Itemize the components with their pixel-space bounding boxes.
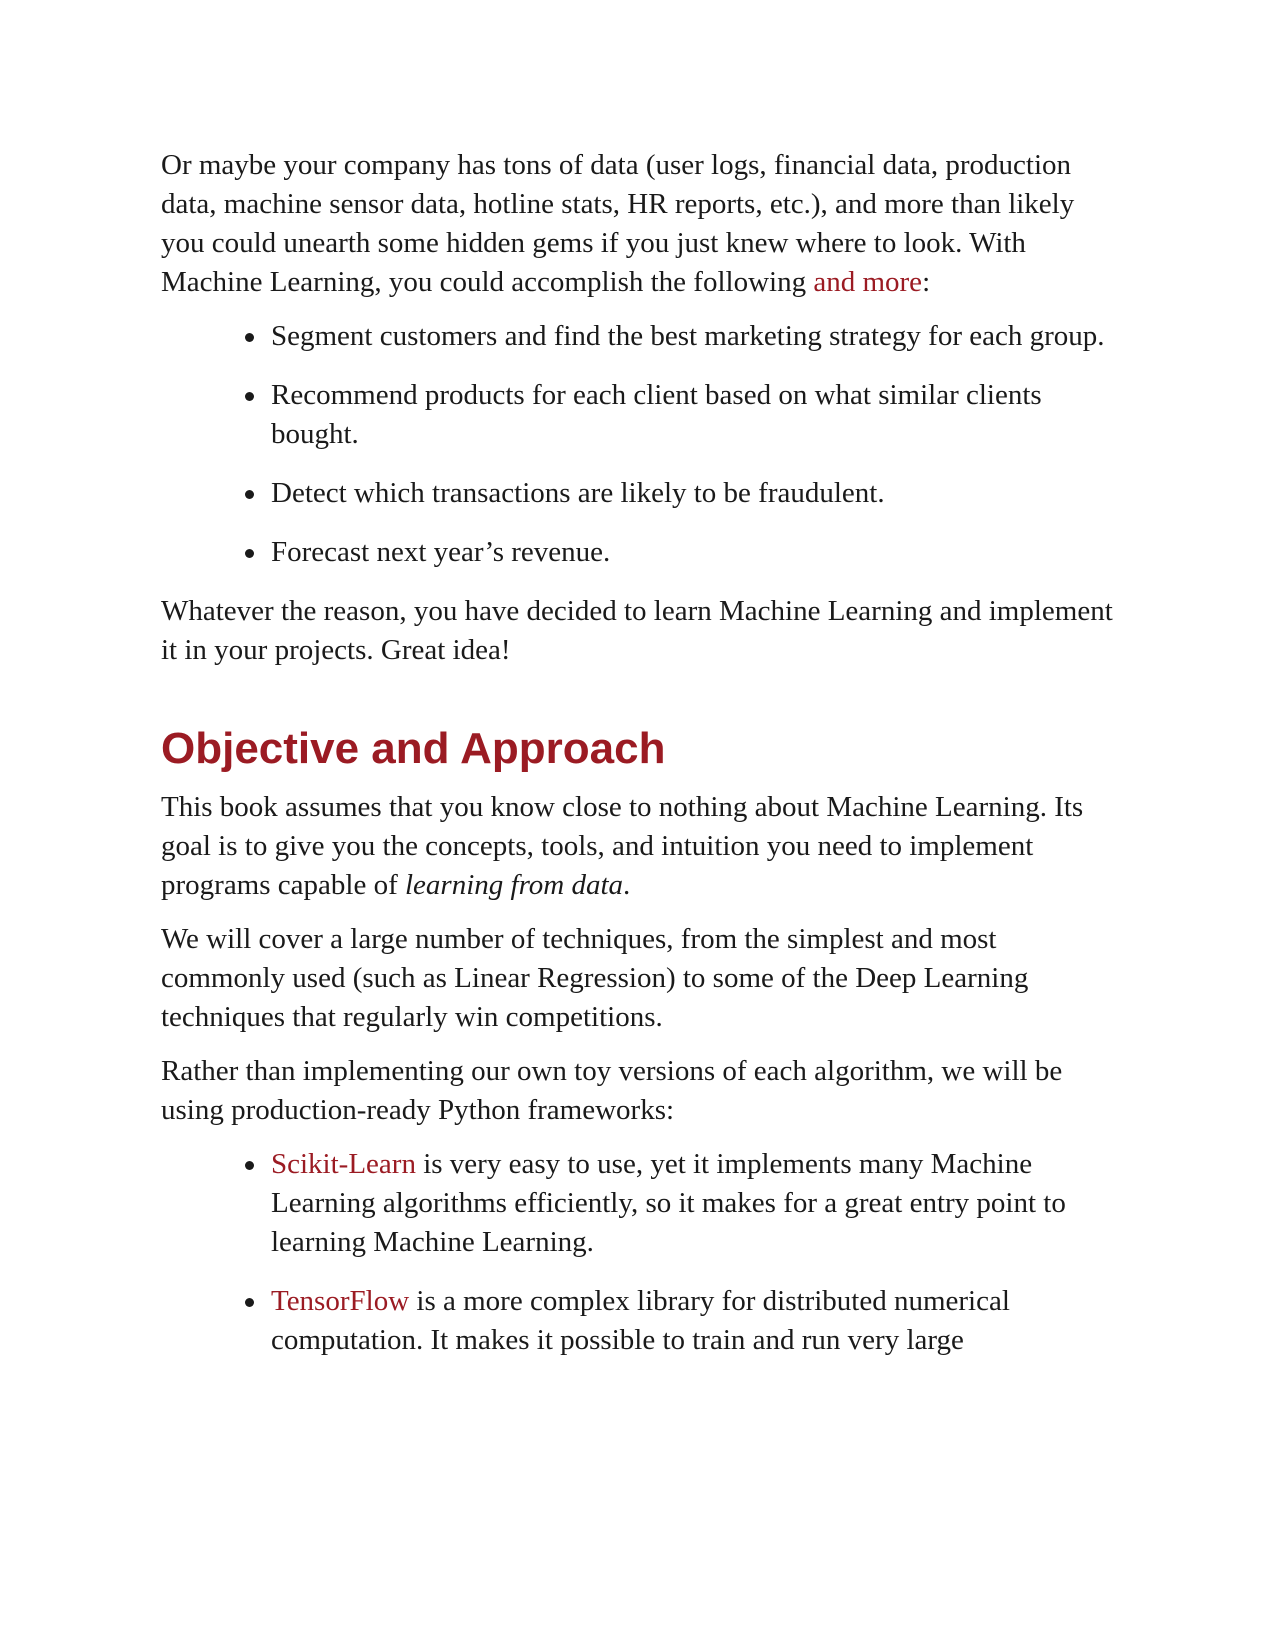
reason-paragraph: Whatever the reason, you have decided to learn Machine Learning and implement it in your projects. Great idea! [161,595,1113,666]
list-item-text: is very easy to use, yet it implements many Machine Learning algorithms efficiently, so it makes for a great entry point to learning Machine Learning. [271,1148,1066,1258]
list-item [271,1282,1121,1360]
use-cases-list [161,317,1121,572]
list-item: Segment customers and find the best marketing strategy for each group. [271,317,1121,356]
list-item: Forecast next year’s revenue. [271,533,1121,572]
assumption-paragraph [161,788,1121,905]
list-item: Recommend products for each client based on what similar clients bought. [271,376,1121,454]
intro-text-end: : [922,266,931,298]
techniques-paragraph: We will cover a large number of techniques, from the simplest and most commonly used (such as Linear Regression) to some of the Deep Learning techniques that regularly win competitions. [161,923,1029,1033]
frameworks-paragraph: Rather than implementing our own toy versions of each algorithm, we will be using production-ready Python frameworks: [161,1055,1063,1126]
and-more-link[interactable]: and more [813,266,923,298]
intro-text: Or maybe your company has tons of data (user logs, financial data, production data, machine sensor data, hotline stats, HR reports, etc.), and more than likely you could unearth some hidden gems if you just knew where to look. With Machine Learning, you could accomplish the following [161,149,1075,298]
document-page [161,146,1121,1380]
assumption-text-end: . [623,869,631,901]
list-item [271,1145,1121,1262]
list-item: Detect which transactions are likely to be fraudulent. [271,474,1121,513]
intro-paragraph [161,146,1121,302]
scikit-learn-link[interactable]: Scikit-Learn [271,1148,416,1180]
list-item-text: is a more complex library for distributed numerical computation. It makes it possible to train and run very large [271,1285,1010,1356]
tensorflow-link[interactable]: TensorFlow [271,1285,410,1317]
emphasis-text: learning from data [404,869,624,901]
section-heading: Objective and Approach [161,724,666,773]
assumption-text: This book assumes that you know close to nothing about Machine Learning. Its goal is to give you the concepts, tools, and intuition you need to implement programs capable of [161,791,1084,901]
frameworks-list [161,1145,1121,1360]
